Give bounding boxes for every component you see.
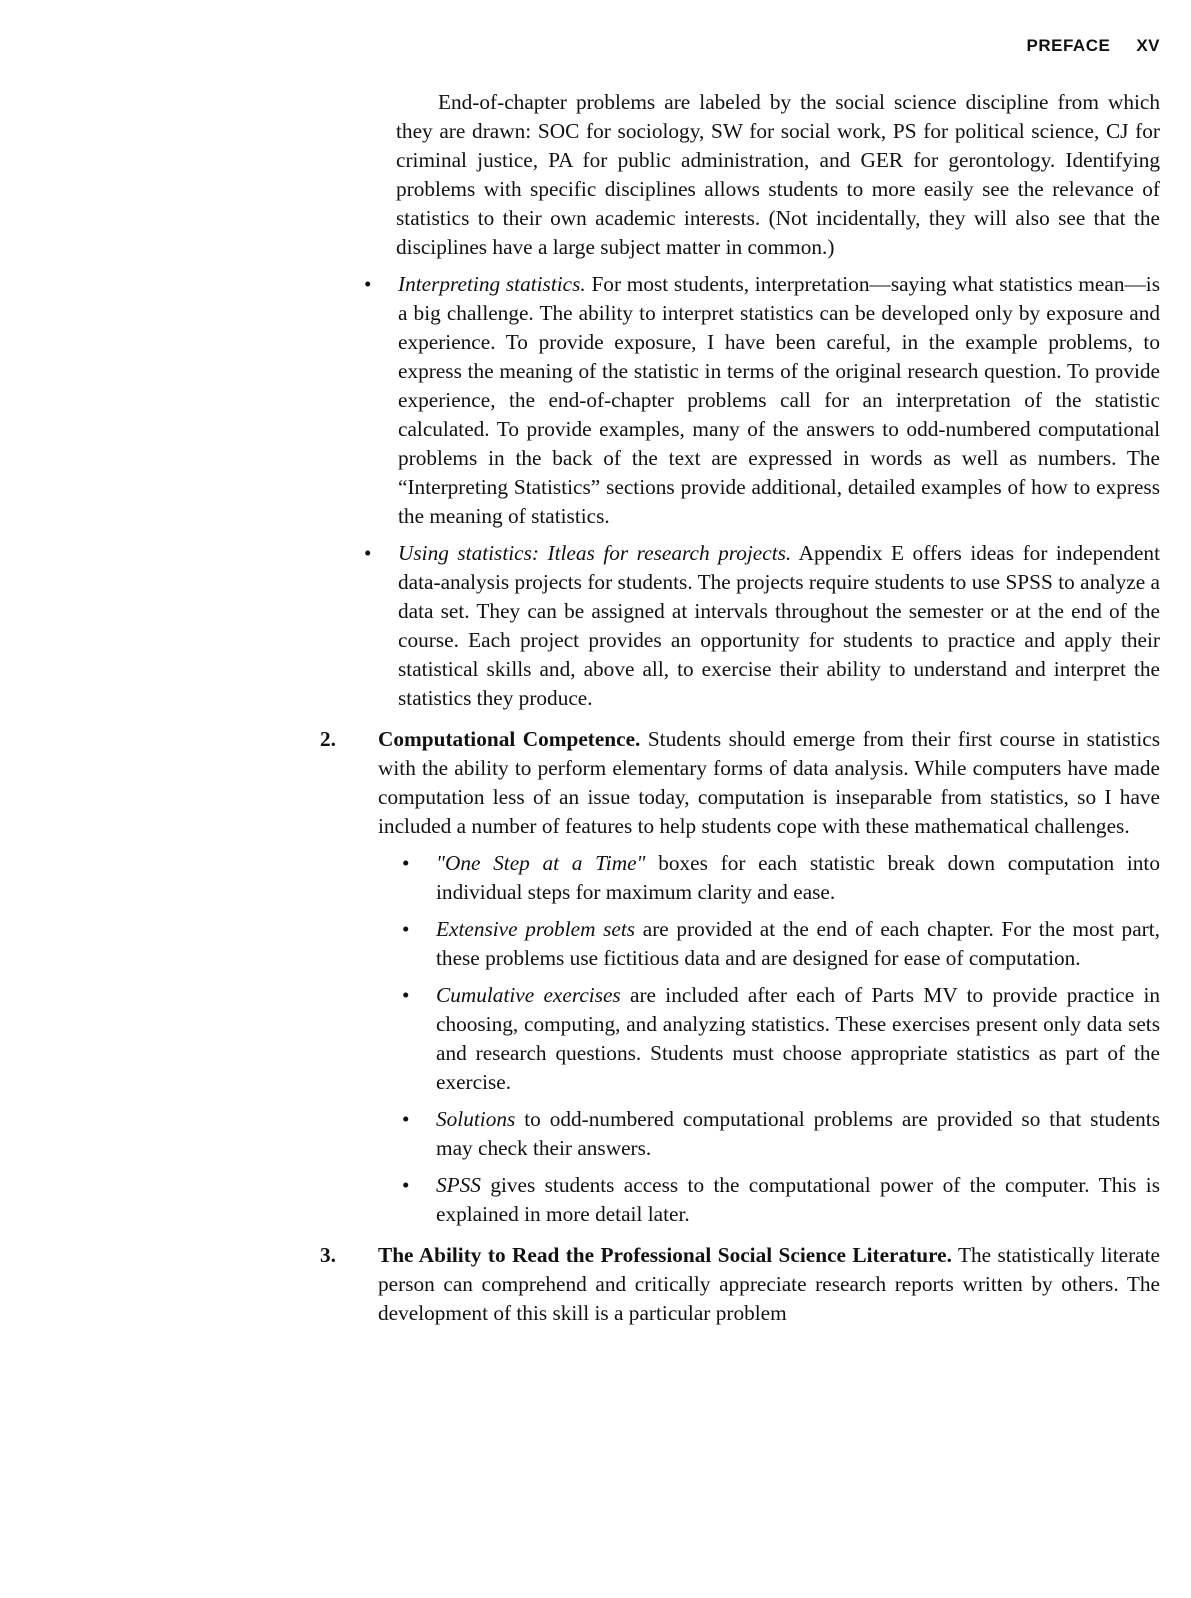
bullet-icon: • (402, 1173, 410, 1197)
bullet-lead: Using statistics: Itleas for research projects. (398, 541, 792, 565)
bullet-interpreting-statistics (340, 270, 1160, 531)
section-title: The Ability to Read the Professional Social Science Literature. (378, 1243, 952, 1267)
page-body (320, 88, 1161, 1328)
bullet-text: Appendix E offers ideas for independent data-analysis projects for students. The projects require students to use SPSS to analyze a data set. They can be assigned at intervals throughout the semester or at the end of the course. Each project provides an opportunity for students to practice and apply their statistical skills and, above all, to exercise their ability to understand and interpret the statistics they produce. (398, 541, 1160, 710)
bullet-icon: • (402, 851, 410, 875)
running-header (0, 36, 1160, 56)
bullet-icon: • (364, 541, 372, 565)
bullet-one-step (378, 849, 1160, 907)
section-reading-literature (320, 1241, 1160, 1328)
bullet-lead: Extensive problem sets (436, 917, 636, 941)
bullet-spss (378, 1171, 1160, 1229)
bullet-lead: Cumulative exercises (436, 983, 621, 1007)
bullet-text: are included after each of Parts MV to provide practice in choosing, computing, and analyzing statistics. These exercises present only data sets and research questions. Students must choose appropriate statistics as part of the exercise. (436, 983, 1161, 1094)
bullet-text: boxes for each statistic break down computation into individual steps for maximum clarity and ease. (436, 851, 1160, 904)
bullet-using-statistics (340, 539, 1160, 713)
bullet-icon: • (402, 1107, 410, 1131)
bullet-lead: Solutions (436, 1107, 516, 1131)
section-text: Students should emerge from their first course in statistics with the ability to perform elementary forms of data analysis. While computers have made computation less of an issue today, computation is inseparable from statistics, so I have included a number of features to help students cope with these mathematical challenges. (378, 727, 1160, 838)
bullet-lead: SPSS (436, 1173, 481, 1197)
bullet-text: For most students, interpretation—saying what statistics mean—is a big challenge. The ability to interpret statistics can be developed only by exposure and experience. To provide exposure, I have been careful, in the example problems, to express the meaning of the statistic in terms of the original research question. To provide experience, the end-of-chapter problems call for an interpretation of the statistic calculated. To provide examples, many of the answers to odd-numbered computational problems in the back of the text are expressed in words as well as numbers. The “Interpreting Statistics” sections provide additional, detailed examples of how to express the meaning of statistics. (398, 272, 1160, 528)
section-text: The statistically literate person can comprehend and critically appreciate research reports written by others. The development of this skill is a particular problem (378, 1243, 1160, 1325)
section-computational-competence (320, 725, 1160, 1229)
page-number: XV (1136, 36, 1160, 55)
bullet-text: to odd-numbered computational problems are provided so that students may check their answers. (436, 1107, 1160, 1160)
intro-paragraph: End-of-chapter problems are labeled by the social science discipline from which they are drawn: SOC for sociology, SW for social work, PS for political science, CJ for criminal justice, PA for public administration, and GER for gerontology. Identifying problems with specific disciplines allows students to more easily see the relevance of statistics to their own academic interests. (Not incidentally, they will also see that the disciplines have a large subject matter in common.) (396, 90, 1160, 259)
running-title: PREFACE (1026, 36, 1111, 55)
bullet-text: are provided at the end of each chapter. For the most part, these problems use fictitious data and are designed for ease of computation. (436, 917, 1160, 970)
bullet-solutions (378, 1105, 1160, 1163)
section-title: Computational Competence. (378, 727, 641, 751)
bullet-text: gives students access to the computational power of the computer. This is explained in more detail later. (436, 1173, 1160, 1226)
bullet-lead: Interpreting statistics. (398, 272, 586, 296)
bullet-lead: "One Step at a Time" (436, 851, 646, 875)
section-number: 2. (320, 727, 336, 751)
section-number: 3. (320, 1243, 336, 1267)
bullet-problem-sets (378, 915, 1160, 973)
bullet-icon: • (364, 272, 372, 296)
bullet-icon: • (402, 917, 410, 941)
bullet-cumulative-exercises (378, 981, 1160, 1097)
bullet-icon: • (402, 983, 410, 1007)
